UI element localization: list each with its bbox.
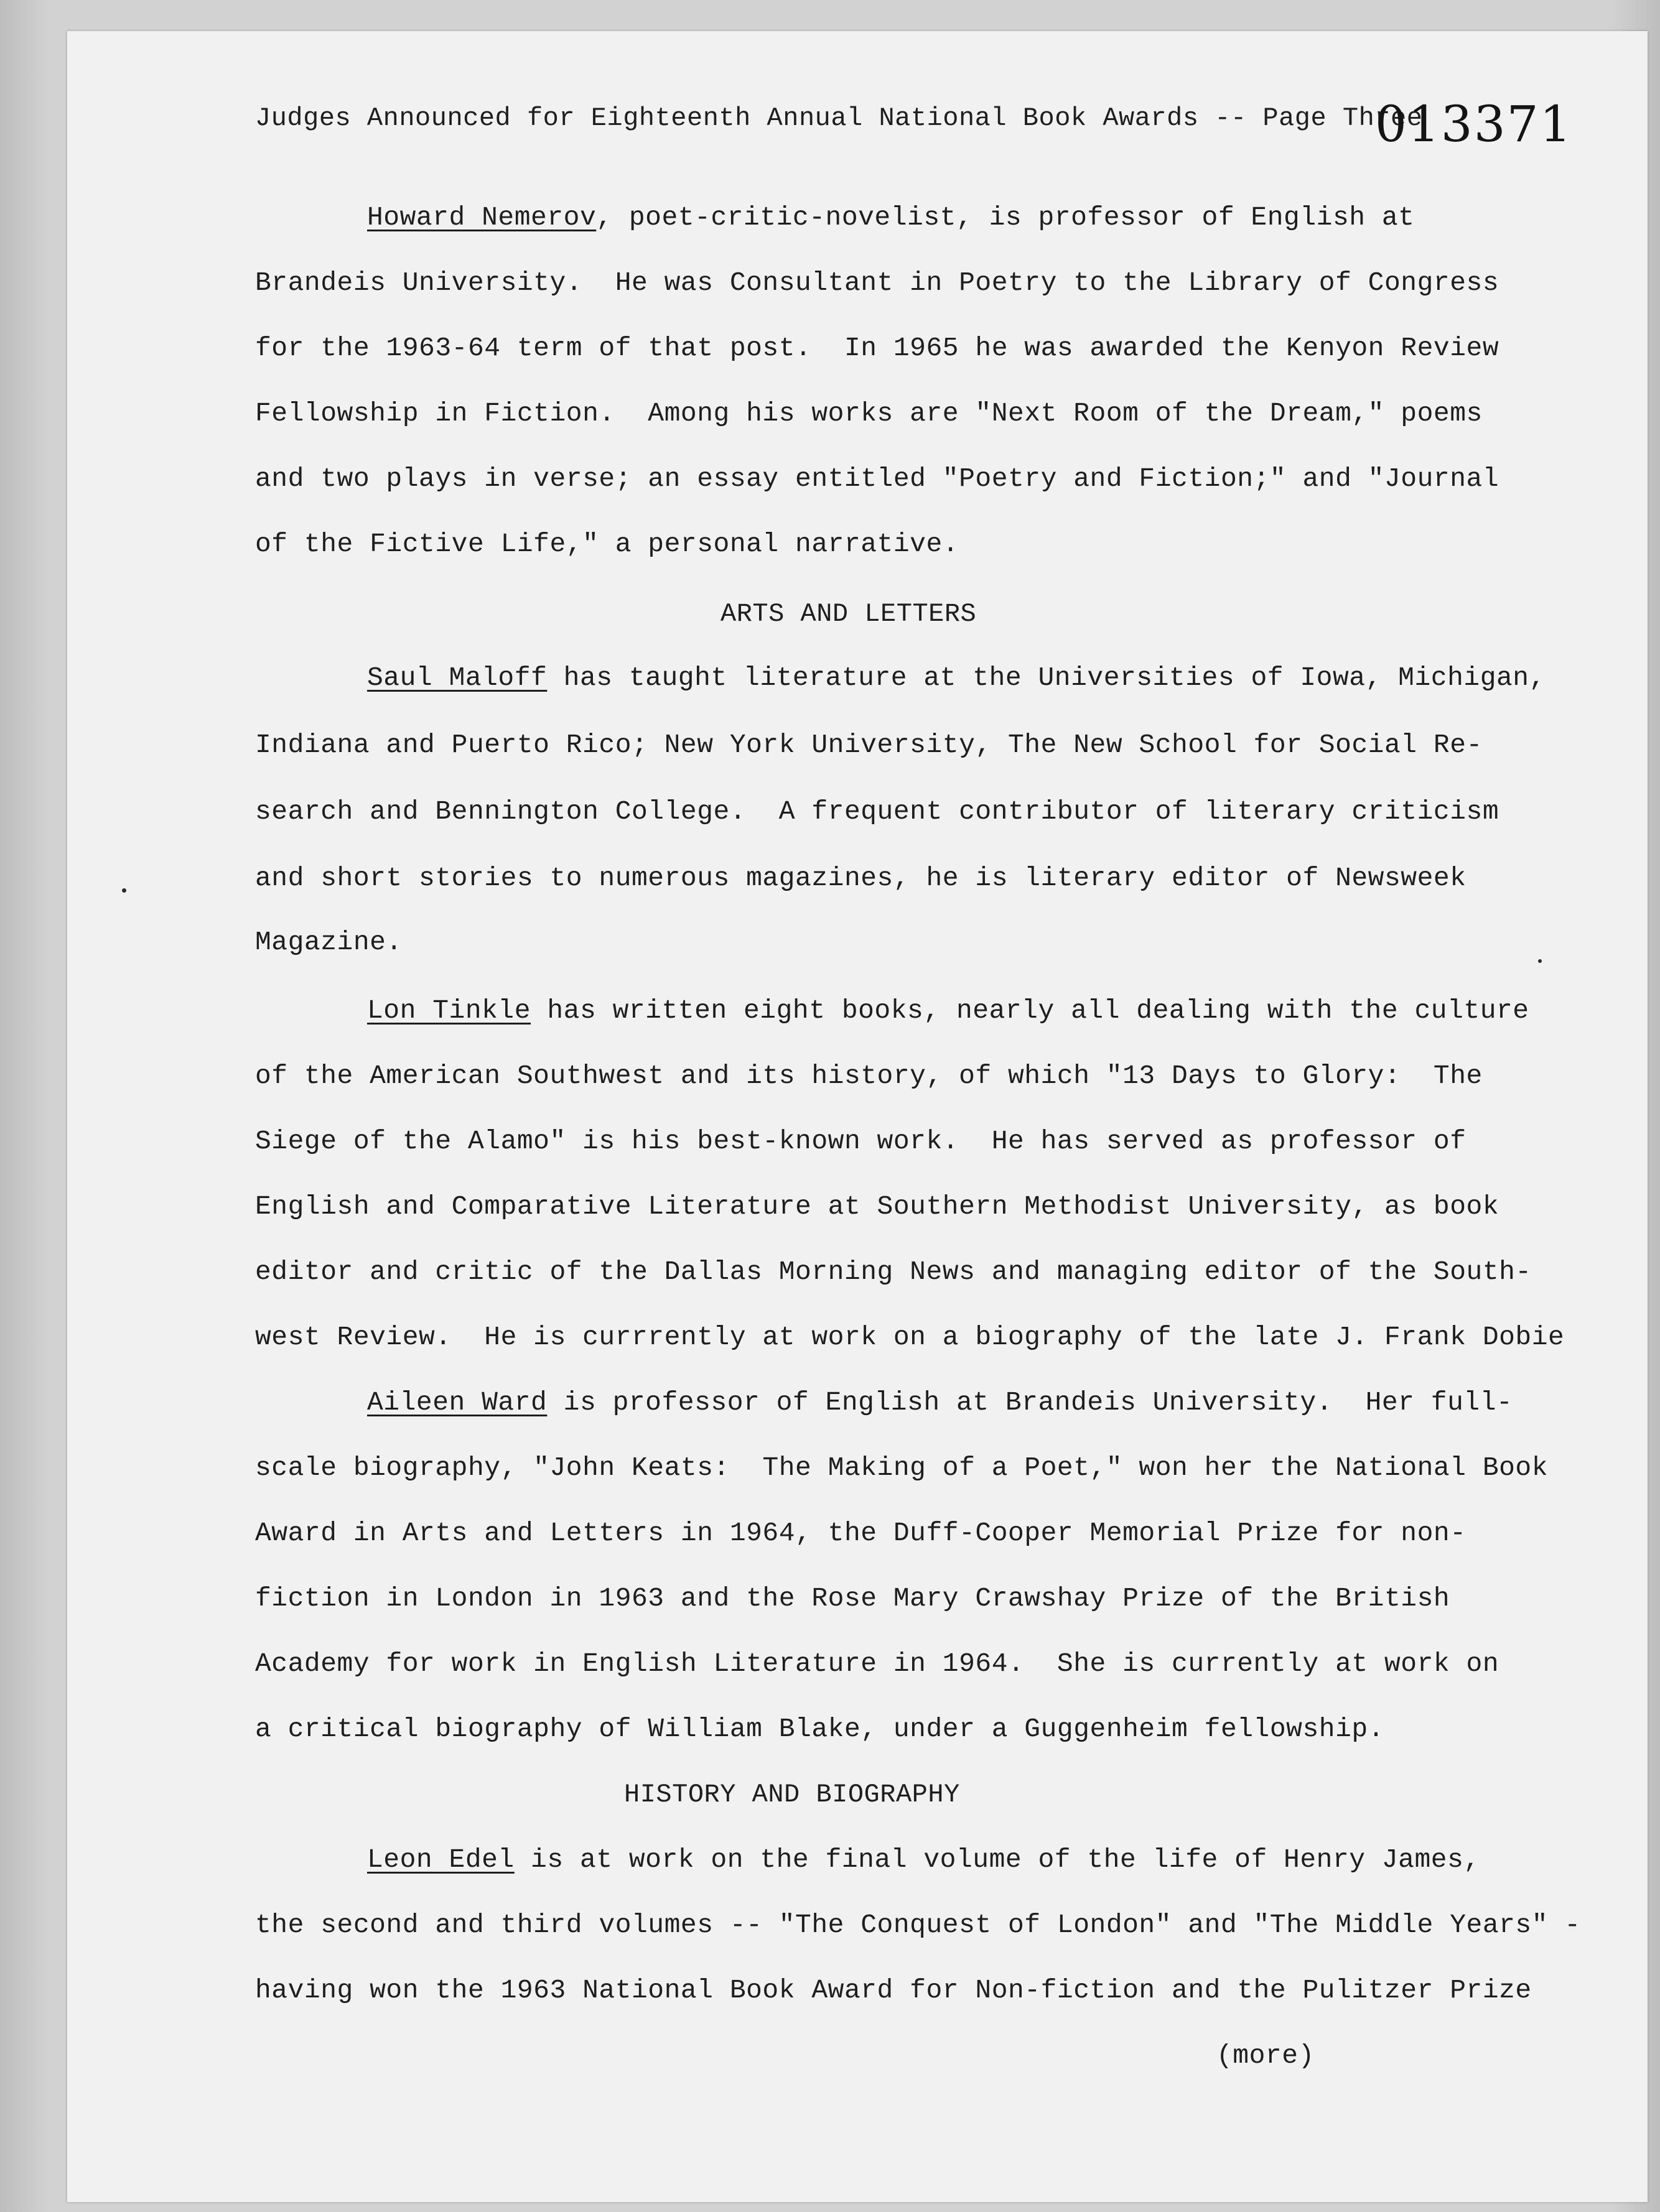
paragraph-line: for the 1963-64 term of that post. In 1965 he was awarded the Kenyon Review: [255, 333, 1499, 363]
paragraph-line: fiction in London in 1963 and the Rose Mary Crawshay Prize of the British: [255, 1583, 1450, 1614]
paragraph-line: scale biography, "John Keats: The Making of a Poet," won her the National Book: [255, 1452, 1549, 1483]
paragraph-line: west Review. He is currrently at work on a biography of the late J. Frank Dobie: [255, 1322, 1565, 1352]
paragraph-line: Siege of the Alamo" is his best-known work. He has served as professor of: [255, 1126, 1466, 1156]
paragraph-line: Award in Arts and Letters in 1964, the Duff-Cooper Memorial Prize for non-: [255, 1518, 1466, 1548]
paragraph-edel-line-1: Leon Edel is at work on the final volume of the life of Henry James,: [367, 1844, 1480, 1875]
paragraph-line: Academy for work in English Literature in 1964. She is currently at work on: [255, 1648, 1499, 1679]
paragraph-line: Magazine.: [255, 927, 403, 957]
paragraph-nemerov-line-1: Howard Nemerov, poet-critic-novelist, is professor of English at: [367, 202, 1415, 233]
section-heading: HISTORY AND BIOGRAPHY: [624, 1780, 960, 1810]
paragraph-line: Indiana and Puerto Rico; New York University, The New School for Social Re-: [255, 730, 1483, 760]
paragraph-line: Fellowship in Fiction. Among his works are "Next Room of the Dream," poems: [255, 398, 1483, 429]
paragraph-line: Brandeis University. He was Consultant in Poetry to the Library of Congress: [255, 267, 1499, 298]
paragraph-line: English and Comparative Literature at Southern Methodist University, as book: [255, 1191, 1499, 1222]
paragraph-line: and two plays in verse; an essay entitled "Poetry and Fiction;" and "Journal: [255, 463, 1499, 494]
paragraph-maloff-line-1: Saul Maloff has taught literature at the Universities of Iowa, Michigan,: [367, 662, 1546, 693]
paragraph-tinkle-line-1: Lon Tinkle has written eight books, nearly all dealing with the culture: [367, 995, 1529, 1026]
paragraph-line: search and Bennington College. A frequent contributor of literary criticism: [255, 796, 1499, 827]
paragraph-line: editor and critic of the Dallas Morning News and managing editor of the South-: [255, 1257, 1532, 1287]
paragraph-line: the second and third volumes -- "The Conquest of London" and "The Middle Years" -: [255, 1910, 1581, 1940]
judge-name: Lon Tinkle: [367, 995, 531, 1026]
section-heading: ARTS AND LETTERS: [720, 599, 977, 629]
judge-name: Saul Maloff: [367, 662, 548, 693]
paragraph-line: of the American Southwest and its history, of which "13 Days to Glory: The: [255, 1061, 1483, 1091]
page-header: Judges Announced for Eighteenth Annual National Book Awards -- Page Three: [255, 103, 1423, 133]
judge-name: Howard Nemerov: [367, 202, 597, 233]
judge-name: Leon Edel: [367, 1844, 515, 1875]
paragraph-line: of the Fictive Life," a personal narrative.: [255, 529, 959, 559]
paragraph-ward-line-1: Aileen Ward is professor of English at Brandeis University. Her full-: [367, 1387, 1513, 1418]
paragraph-line: a critical biography of William Blake, under a Guggenheim fellowship.: [255, 1714, 1384, 1744]
continued-marker: (more): [1216, 2040, 1315, 2071]
document-number-stamp: 013371: [1375, 95, 1573, 153]
paragraph-line: having won the 1963 National Book Award for Non-fiction and the Pulitzer Prize: [255, 1975, 1532, 2005]
judge-name: Aileen Ward: [367, 1387, 548, 1418]
paragraph-line: and short stories to numerous magazines, he is literary editor of Newsweek: [255, 863, 1466, 893]
